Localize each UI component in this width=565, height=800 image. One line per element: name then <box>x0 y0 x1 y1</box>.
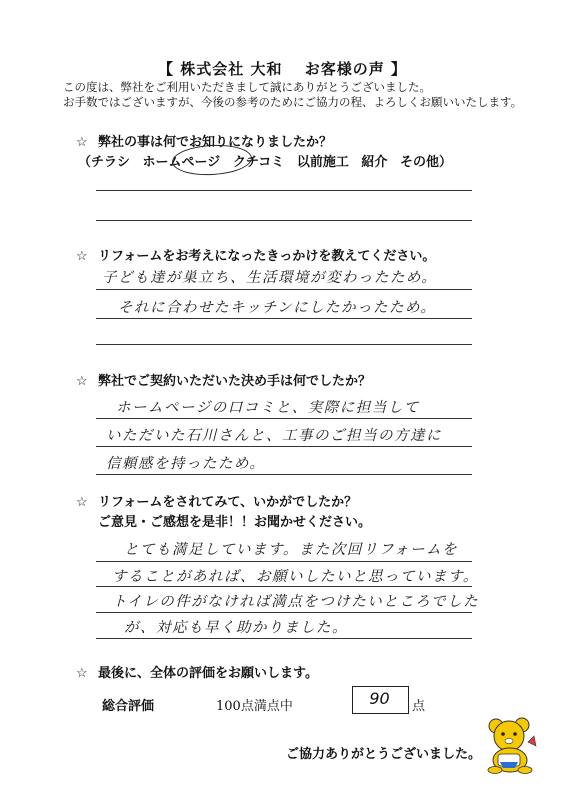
thanks-message: ご協力ありがとうございました。 <box>286 747 482 762</box>
star-icon: ☆ <box>76 135 88 150</box>
star-icon: ☆ <box>76 666 88 681</box>
option-referral: 紹介 <box>361 155 388 170</box>
intro-text <box>63 80 522 110</box>
question-5-text: 最後に、全体の評価をお願いします。 <box>98 666 318 681</box>
question-4-text: リフォームをされてみて、いかがでしたか？ <box>98 495 358 510</box>
answer-line <box>96 318 472 319</box>
answer-line <box>96 561 472 562</box>
option-other: その他） <box>399 155 452 170</box>
option-previous-work: 以前施工 <box>296 155 349 170</box>
intro-line-1: この度は、弊社をご利用いただきまして誠にありがとうございました。 <box>63 80 431 94</box>
score-unit: 点 <box>412 699 426 714</box>
handwritten-answer: いただいた石川さんと、工事のご担当の方達に <box>106 428 442 444</box>
answer-line <box>96 446 472 447</box>
option-word-of-mouth: クチコミ <box>232 155 285 170</box>
question-2 <box>76 245 435 264</box>
question-3-text: 弊社でご契約いただいた決め手は何でしたか？ <box>98 374 372 389</box>
handwritten-answer: ホームページの口コミと、実際に担当して <box>116 400 420 416</box>
question-1-text: 弊社の事は何でお知りになりましたか？ <box>98 135 333 150</box>
answer-line <box>96 638 472 639</box>
answer-line <box>96 474 472 475</box>
handwritten-answer: することがあれば、お願いしたいと思っています。 <box>112 569 479 585</box>
question-4 <box>76 491 357 510</box>
page-title: 【 株式会社 大和 お客様の声 】 <box>158 60 407 78</box>
question-2-text: リフォームをお考えになったきっかけを教えてください。 <box>98 249 436 264</box>
answer-line <box>96 289 472 290</box>
question-5 <box>76 662 318 681</box>
option-flyer: （チラシ <box>78 155 131 170</box>
answer-line <box>96 418 472 419</box>
answer-line <box>96 344 472 345</box>
answer-line <box>96 612 472 613</box>
star-icon: ☆ <box>76 249 88 264</box>
star-icon: ☆ <box>76 374 88 389</box>
handwritten-answer: とても満足しています。また次回リフォームを <box>124 542 459 558</box>
handwritten-answer: それに合わせたキッチンにしたかったため。 <box>118 300 437 316</box>
question-4-subtext: ご意見・ご感想を是非！！お聞かせください。 <box>98 515 372 530</box>
answer-line <box>96 586 472 587</box>
handwritten-answer: 子ども達が巣立ち、生活環境が変わったため。 <box>102 270 438 286</box>
intro-line-2: お手数ではございますが、今後の参考のためにご協力の程、よろしくお願いいたします。 <box>63 95 523 109</box>
answer-line <box>96 220 472 221</box>
score-value: 90 <box>369 689 390 708</box>
overall-rating-label: 総合評価 <box>102 699 155 714</box>
handwritten-answer: 信頼感を持ったため。 <box>106 456 266 472</box>
handwritten-answer: トイレの件がなければ満点をつけたいところでした <box>112 594 480 610</box>
bear-mascot-icon <box>482 716 544 774</box>
answer-line <box>96 190 472 191</box>
option-homepage: ホームページ <box>142 155 221 170</box>
question-3 <box>76 370 371 389</box>
handwritten-answer: が、対応も早く助かりました。 <box>124 620 348 636</box>
source-options <box>78 151 460 170</box>
score-scale-label: 100点満点中 <box>216 699 293 714</box>
star-icon: ☆ <box>76 495 88 510</box>
